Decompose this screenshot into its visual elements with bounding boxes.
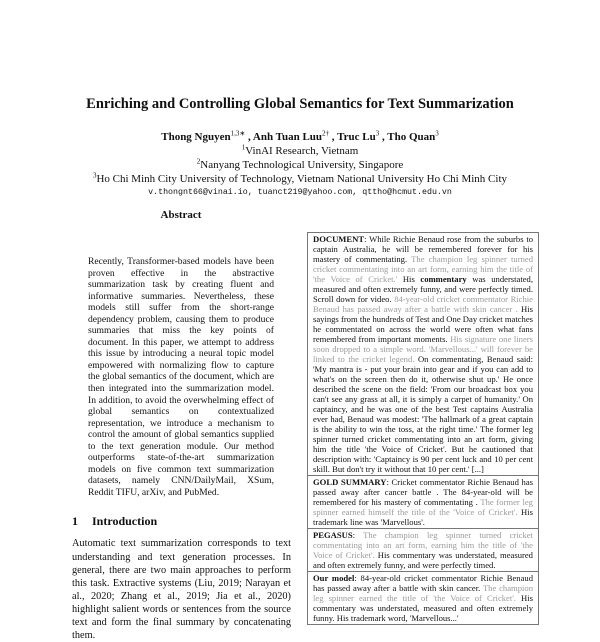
highlighted-text: 84-year-old cricket commentator Richie Benaud has passed away after a battle with skin cancer . <box>313 294 533 314</box>
affiliation-text: VinAI Research, Vietnam <box>245 145 359 157</box>
author-affil-mark: 3 <box>435 129 439 138</box>
text-segment: : While Richie Benaud rose from the suburbs to captain Australia, he will be remembered forever for his mastery of commentating. <box>313 234 533 264</box>
text-segment: His commentary was understated, measured and often extremely funny. His trademark word, 'Marvellous...' <box>313 593 533 623</box>
text-segment: was understated, measured and often extremely funny, and were perfectly timed. Scroll down for video. <box>313 274 534 304</box>
gold-summary-section <box>308 476 538 529</box>
introduction-text: Automatic text summarization corresponds to text understanding and text generation processes. In general, there are two main approaches to perform this task. Extractive systems (Liu, 2019; Narayan et al., 2020; Zhang et al., 2019; Jia et al., 2020) highlight salient words or sentences from the source text and form the final summary by concatenating them. <box>72 538 291 642</box>
author-name: Thong Nguyen <box>161 131 231 143</box>
affiliation <box>0 172 600 186</box>
author-affil-mark: 2† <box>322 129 330 138</box>
author-block <box>0 130 600 199</box>
affiliation-text: Nanyang Technological University, Singapore <box>200 159 404 171</box>
text-segment: On commentating, Benaud said: 'My mantra is - put your brain into gear and if you can add to what's on the screen then do it, otherwise shut up.' He once described the scene on the field: 'From our broadcast box you can't see any grass at all, it is simply a carpet of humanity.' On captaincy, and he was one of the best Test captains Australia ever had, Benaud was modest: 'The hallmark of a great captain is the ability to win the toss, at the right time.' The former leg spinner turned cricket commentating into an art form, giving him the title 'the Voice of Cricket'. But he cautioned that description with: 'Captaincy is 90 per cent luck and 10 per cent skill. But don't try it without that 10 per cent.' [...] <box>313 354 533 474</box>
author-name: Truc Lu <box>337 131 376 143</box>
author-emails: v.thongnt66@vinai.io, tuanct219@yahoo.com, qttho@hcmut.edu.vn <box>148 188 452 197</box>
affil-mark: 3 <box>92 171 97 180</box>
paper-title: Enriching and Controlling Global Semantics for Text Summarization <box>86 96 514 112</box>
bold-label: commentary <box>420 274 467 284</box>
highlighted-text: The champion leg spinner earned the title of 'the Voice of Cricket'. <box>313 583 533 603</box>
affil-mark: 1 <box>241 143 246 152</box>
author-name: Anh Tuan Luu <box>252 131 323 143</box>
text-segment: : Cricket commentator Richie Benaud has passed away after cancer battle . The 84-year-old will be remembered for his mastery of commentating . <box>313 477 533 507</box>
text-segment: His sayings from the hundreds of Test and One Day cricket matches he commentated on across the world were often what fans remembered from important moments. <box>313 304 533 344</box>
bold-label: DOCUMENT <box>313 234 365 244</box>
text-segment: : 84-year-old cricket commentator Richie Benaud has passed away after a battle with skin cancer. <box>313 573 533 593</box>
example-summary-box <box>307 232 539 625</box>
section-title: Introduction <box>92 514 158 529</box>
abstract-heading: Abstract <box>160 209 202 221</box>
author-affil-mark: 1,3∗ <box>230 129 246 138</box>
highlighted-text: The champion leg spinner turned cricket commentating into an art form, earning him the title of 'the Voice of Cricket'. <box>313 530 533 560</box>
affiliation <box>0 144 600 158</box>
text-segment: His <box>402 274 421 284</box>
affiliation <box>0 158 600 172</box>
pegasus-summary-section <box>308 529 538 572</box>
text-segment: : <box>352 530 364 540</box>
author-name: Tho Quan <box>387 131 436 143</box>
bold-label: PEGASUS <box>313 530 353 540</box>
affiliation-text: Ho Chi Minh City University of Technology, Vietnam National University Ho Chi Minh City <box>96 173 508 185</box>
highlighted-text: The former leg spinner earned himself the title of the 'Voice of Cricket'. <box>313 497 533 517</box>
affil-mark: 2 <box>196 157 201 166</box>
highlighted-text: The champion leg spinner turned cricket commentating into an art form, earning him the title of 'the Voice of Cricket.' <box>313 254 533 284</box>
abstract-text: Recently, Transformer-based models have been proven effective in the abstractive summarization task by creating fluent and informative summaries. Nevertheless, these models still suffer from the short-range dependency problem, causing them to produce summaries that miss the key points of document. In this paper, we attempt to address this issue by introducing a neural topic model empowered with normalizing flow to capture the global semantics of the document, which are then integrated into the summarization model. In addition, to avoid the overwhelming effect of global semantics on contextualized representation, we introduce a mechanism to control the amount of global semantics supplied to the text generation module. Our method outperforms state-of-the-art summarization models on five common text summarization datasets, namely CNN/DailyMail, XSum, Reddit TIFU, arXiv, and PubMed. <box>88 256 274 498</box>
section-number: 1 <box>72 514 78 529</box>
section-heading-introduction <box>72 514 291 529</box>
highlighted-text: His signature one liners soon dropped to a simple word. 'Marvellous...' will forever be linked to the cricket legend. <box>313 334 533 364</box>
left-column <box>72 208 291 642</box>
our-model-summary-section <box>308 572 538 625</box>
bold-label: GOLD SUMMARY <box>313 477 387 487</box>
bold-label: Our model <box>313 573 355 583</box>
text-segment: His trademark line was 'Marvellous'. <box>313 507 533 527</box>
document-section <box>308 233 538 476</box>
text-segment: His commentary was understated, measured and often extremely funny, and were perfectly timed. <box>313 550 533 570</box>
author-affil-mark: 3 <box>375 129 380 138</box>
author-names: Thong Nguyen$^{1,3∗}$ , Anh Tuan Luu$^{2\dagger}$ , Truc Lu$^3$ , Tho Quan$^3$ <box>161 129 439 143</box>
